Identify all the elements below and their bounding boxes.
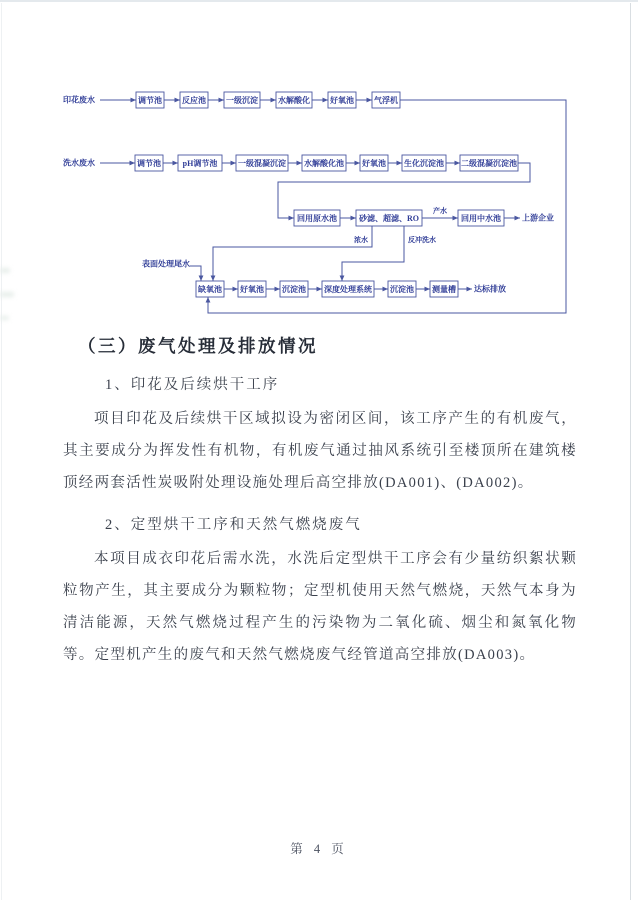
flow-label: 产水 [433,207,447,215]
flow-node [238,281,266,297]
flow-label: 上游企业 [522,213,554,223]
flow-node [280,281,308,297]
flow-edge [346,161,360,166]
flow-edge [458,287,472,292]
flow-node-label: 沉淀池 [282,285,306,294]
flow-node [460,155,518,171]
section-heading: （三）废气处理及排放情况 [78,336,318,356]
flow-edge [100,98,136,103]
paragraph-2: 本项目成衣印花后需水洗，水洗后定型烘干工序会有少量纺织絮状颗粒物产生，其主要成分为颗粒物；定型机使用天然气燃烧，天然气本身为清洁能源，天然气燃烧过程产生的污染物为二氧化硫、烟尘和氮氧化物等。定型机产生的废气和天然气燃烧废气经管道高空排放(DA003)。 [63,551,577,663]
flow-edge [312,98,328,103]
flow-node [356,210,422,226]
flow-node-label: 好氧池 [362,159,386,168]
flow-label: 洗水废水 [63,158,95,168]
flow-edge [100,161,135,166]
flow-node-label: 砂滤、超滤、RO [359,214,419,223]
flow-edge [260,98,276,103]
flow-label: 表面处理尾水 [142,259,190,269]
flow-edge [208,98,224,103]
flow-node [360,155,388,171]
flow-edge [374,287,388,292]
flow-edge [190,266,203,281]
flow-edge [288,161,302,166]
flow-node-label: 测量槽 [432,285,456,294]
flow-edge [222,161,236,166]
page-number: 第 4 页 [290,842,348,856]
flow-node [180,92,208,108]
flow-label: 浓水 [354,236,368,244]
flow-node [430,281,458,297]
flow-node-label: 生化沉淀池 [404,159,444,168]
flow-node [224,92,260,108]
flow-edge [416,287,430,292]
flow-node [276,92,312,108]
flow-node [178,155,222,171]
subsection-title-1: 1、印花及后续烘干工序 [105,377,280,393]
flow-label: 反冲洗水 [408,236,436,244]
flow-edge [504,216,520,221]
flow-node-label: 气浮机 [374,96,398,105]
flow-node [196,281,224,297]
flow-node-label: 一级沉淀 [226,96,258,105]
flow-node [135,155,163,171]
wastewater-treatment-flowchart [0,0,638,340]
flow-edge [164,98,180,103]
flow-edge [446,161,460,166]
flow-edge [308,287,322,292]
body-text [63,333,577,671]
flow-label: 达标排放 [474,284,506,294]
flow-node [388,281,416,297]
flow-node-label: pH调节池 [182,159,218,168]
flow-node [458,210,504,226]
flow-node-label: 调节池 [137,159,161,168]
flow-node [322,281,374,297]
flow-node [402,155,446,171]
flow-edge [163,161,178,166]
flow-edge [340,216,356,221]
flow-edge [211,226,372,281]
flow-node-label: 回用原水池 [297,214,337,223]
flow-node [328,92,356,108]
flow-node-label: 水解酸化池 [304,159,344,168]
flow-node-label: 调节池 [138,96,162,105]
flow-node [294,210,340,226]
flow-node-label: 二级混凝沉淀池 [461,159,517,168]
flow-node-label: 好氧池 [240,285,264,294]
flow-edge [266,287,280,292]
flow-node-label: 回用中水池 [461,214,501,223]
flow-node-label: 沉淀池 [390,285,414,294]
flow-node-label: 一级混凝沉淀 [238,159,286,168]
flow-edge [388,161,402,166]
flow-node [302,155,346,171]
flow-node [136,92,164,108]
subsection-title-2: 2、定型烘干工序和天然气燃烧废气 [105,517,362,533]
flow-node-label: 水解酸化 [278,96,310,105]
flow-label: 印花废水 [63,95,95,105]
flow-node-label: 缺氧池 [198,285,222,294]
flow-node [236,155,288,171]
flow-node-label: 反应池 [182,96,206,105]
flow-node-label: 好氧池 [330,96,354,105]
flow-edge [422,216,458,221]
paragraph-1: 项目印花及后续烘干区域拟设为密闭区间，该工序产生的有机废气，其主要成分为挥发性有机物，有机废气通过抽风系统引至楼顶所在建筑楼顶经两套活性炭吸附处理设施处理后高空排放(DA001)、(DA002)。 [63,411,577,491]
flow-node [372,92,400,108]
flow-node-label: 深度处理系统 [324,285,372,294]
flow-edge [356,98,372,103]
flow-edge [224,287,238,292]
